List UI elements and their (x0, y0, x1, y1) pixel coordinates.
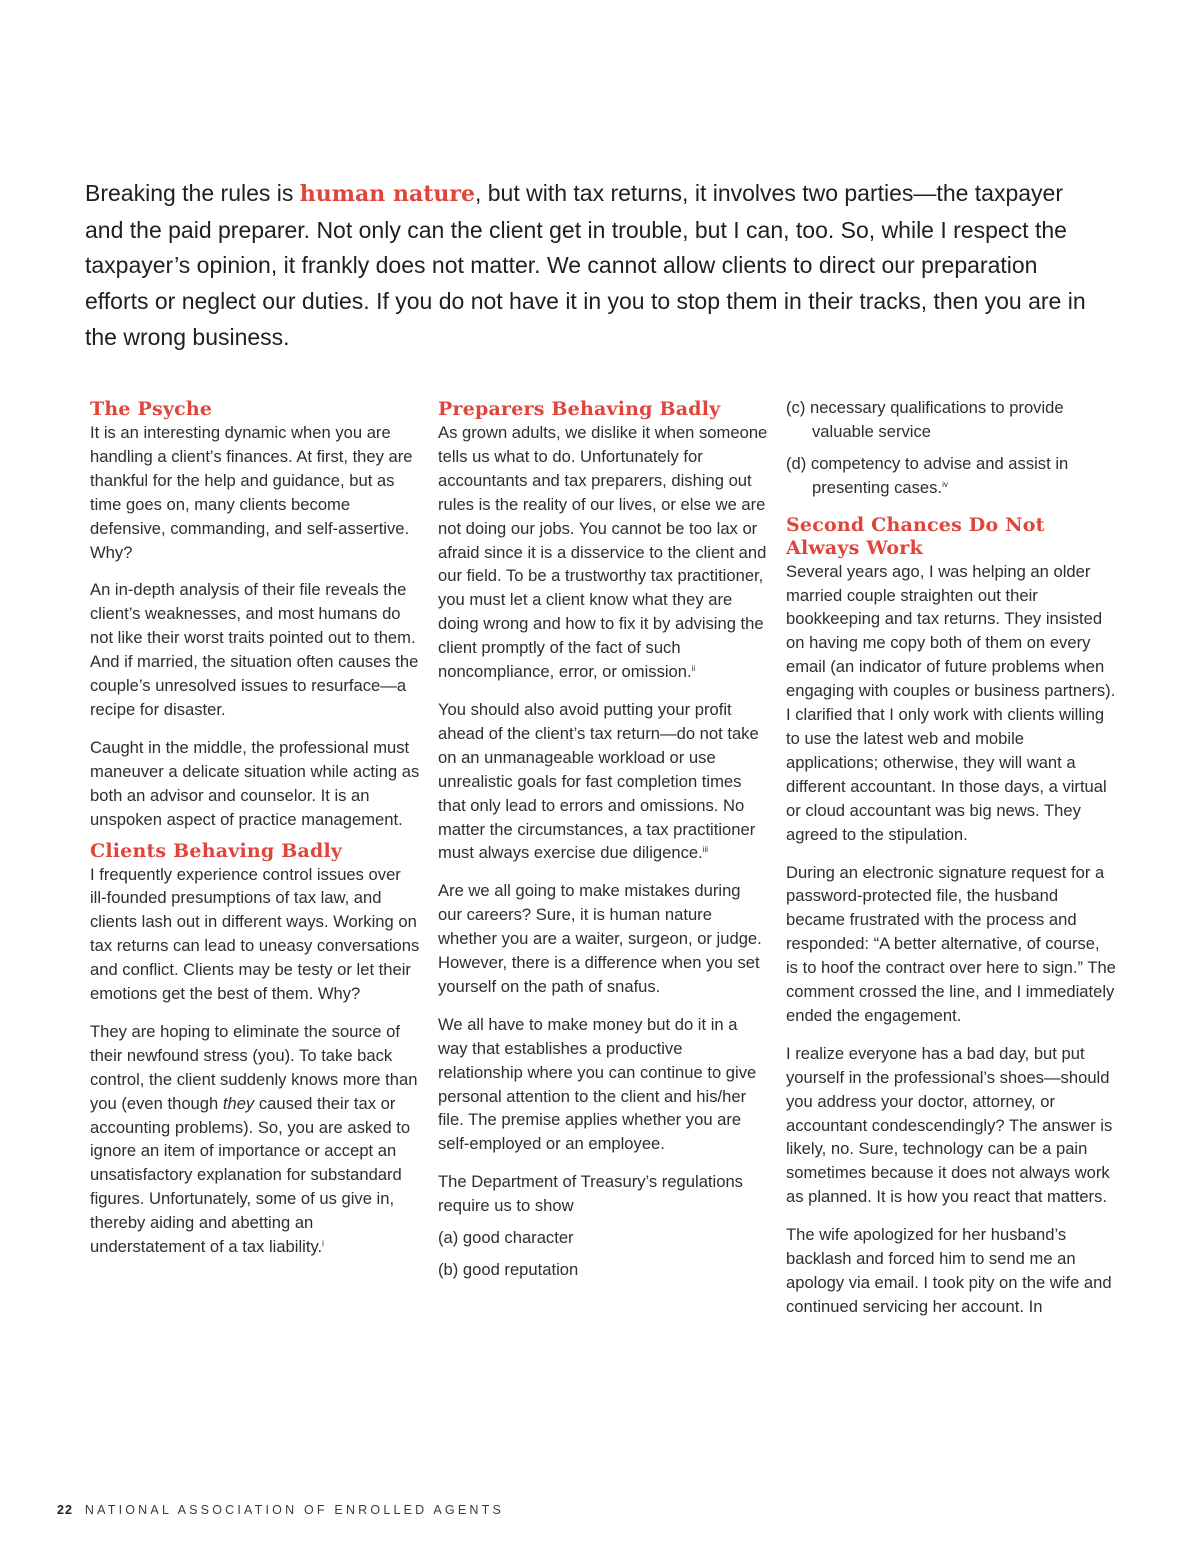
heading-preparers-behaving-badly: Preparers Behaving Badly (438, 398, 721, 420)
list-item-d-text: (d) competency to advise and assist in presenting cases. (786, 453, 1069, 497)
page-footer (57, 1503, 504, 1517)
list-item-d (786, 452, 1116, 500)
intro-after: , but with tax returns, it involves two parties—the taxpayer and the paid preparer. Not only can the client get in trouble, but I can, too. So, while I respect the taxpayer’s opinion, it frankly does not matter. We cannot allow clients to direct our preparation efforts or neglect our duties. If you do not have it in you to stop them in their tracks, then you are in the wrong business. (85, 180, 1086, 350)
preparers-p1-text: As grown adults, we dislike it when someone tells us what to do. Unfortunately for accountants and tax preparers, dishing out rules is the reality of our lives, or else we are not doing our jobs. You cannot be too lax or afraid since it is a disservice to the client and our field. To be a trustworthy tax practitioner, you must let a client know what they are doing wrong and how to fix it by advising the client promptly of the fact of such noncompliance, error, or omission. (438, 423, 768, 682)
intro-before: Breaking the rules is (85, 180, 300, 206)
column-middle (438, 398, 768, 1290)
second-chances-paragraph-1: Several years ago, I was helping an older married couple straighten out their bookkeeping and tax returns. They insisted on having me copy both of them on every email (an indicator of future problems when engaging with couples or business partners). I clarified that I only work with clients willing to use the latest web and mobile applications; otherwise, they will want a different accountant. In those days, a virtual or cloud accountant was big news. They agreed to the stipulation. (786, 561, 1116, 844)
second-chances-paragraph-2: During an electronic signature request for a password-protected file, the husband became frustrated with the process and responded: “A better alternative, of course, is to hoof the contract over here to sign.” The comment crossed the line, and I immediately ended the engagement. (786, 862, 1116, 1025)
psyche-paragraph-2: An in-depth analysis of their file reveals the client’s weaknesses, and most humans do not like their worst traits pointed out to them. And if married, the situation often causes the couple’s unresolved issues to resurface—a recipe for disaster. (90, 580, 419, 719)
endnote-ref-iv: iv (942, 479, 948, 489)
page-number: 22 (57, 1503, 73, 1517)
publication-name: NATIONAL ASSOCIATION OF ENROLLED AGENTS (84, 1503, 504, 1517)
endnote-ref-i: i (322, 1239, 324, 1249)
preparers-p2-text: You should also avoid putting your profit ahead of the client’s tax return—do not take on an unmanageable workload or use unrealistic goals for fast completion times that only lead to errors and omissions. No matter the circumstances, a tax practitioner must always exercise due diligence. (438, 699, 759, 863)
list-item-a: (a) good character (438, 1228, 574, 1248)
endnote-ref-ii: ii (691, 664, 696, 674)
preparers-paragraph-4: We all have to make money but do it in a way that establishes a productive relationship where you can continue to give personal attention to the client and his/her file. The premise applies whether you are self-employed or an employee. (438, 1014, 757, 1154)
column-left (90, 398, 420, 1273)
list-item-b: (b) good reputation (438, 1260, 579, 1279)
clients-paragraph-1: I frequently experience control issues over ill-founded presumptions of tax law, and clients lash out in different ways. Working on tax returns can lead to uneasy conversations and conflict. Clients may be testy or let their emotions get the best of them. Why? (90, 864, 420, 1004)
clients-p2-text-a: They are hoping to eliminate the source of their newfound stress (you). To take back control, the client suddenly knows more than you (even though (90, 1021, 418, 1113)
heading-the-psyche: The Psyche (90, 398, 213, 420)
clients-p2-text-b: caused their tax or accounting problems). So, you are asked to ignore an item of importance or accept an unsatisfactory explanation for substandard figures. Unfortunately, some of us give in, thereby aiding and abetting an understatement of a tax liability. (90, 1093, 411, 1257)
endnote-ref-iii: iii (702, 845, 709, 855)
intro-pullquote (85, 176, 1095, 356)
psyche-paragraph-1: It is an interesting dynamic when you are handling a client’s finances. At first, they are thankful for the help and guidance, but as time goes on, many clients become defensive, commanding, and self-assertive. Why? (90, 423, 413, 562)
psyche-paragraph-3: Caught in the middle, the professional must maneuver a delicate situation while acting as both an advisor and counselor. It is an unspoken aspect of practice management. (90, 737, 420, 829)
clients-p2-emphasis: they (222, 1093, 255, 1113)
column-right (786, 396, 1116, 1333)
heading-second-chances: Second Chances Do Not Always Work (786, 513, 1045, 559)
second-chances-paragraph-4: The wife apologized for her husband’s backlash and forced him to send me an apology via email. I took pity on the wife and continued servicing her account. In (786, 1225, 1112, 1316)
preparers-paragraph-2 (438, 698, 768, 865)
list-item-c: (c) necessary qualifications to provide valuable service (786, 398, 1064, 441)
preparers-paragraph-5: The Department of Treasury’s regulations require us to show (438, 1172, 743, 1216)
preparers-paragraph-1 (438, 421, 768, 684)
clients-paragraph-2 (90, 1020, 420, 1259)
second-chances-paragraph-3: I realize everyone has a bad day, but put yourself in the professional’s shoes—should you address your doctor, attorney, or accountant condescendingly? The answer is likely, no. Sure, technology can be a pain sometimes because it does not always work as planned. It is how you react that matters. (786, 1043, 1113, 1207)
intro-highlight: human nature (299, 181, 475, 207)
preparers-paragraph-3: Are we all going to make mistakes during our careers? Sure, it is human nature whether you are a waiter, surgeon, or judge. However, there is a difference when you set yourself on the path of snafus. (438, 881, 762, 996)
heading-clients-behaving-badly: Clients Behaving Badly (90, 839, 343, 862)
